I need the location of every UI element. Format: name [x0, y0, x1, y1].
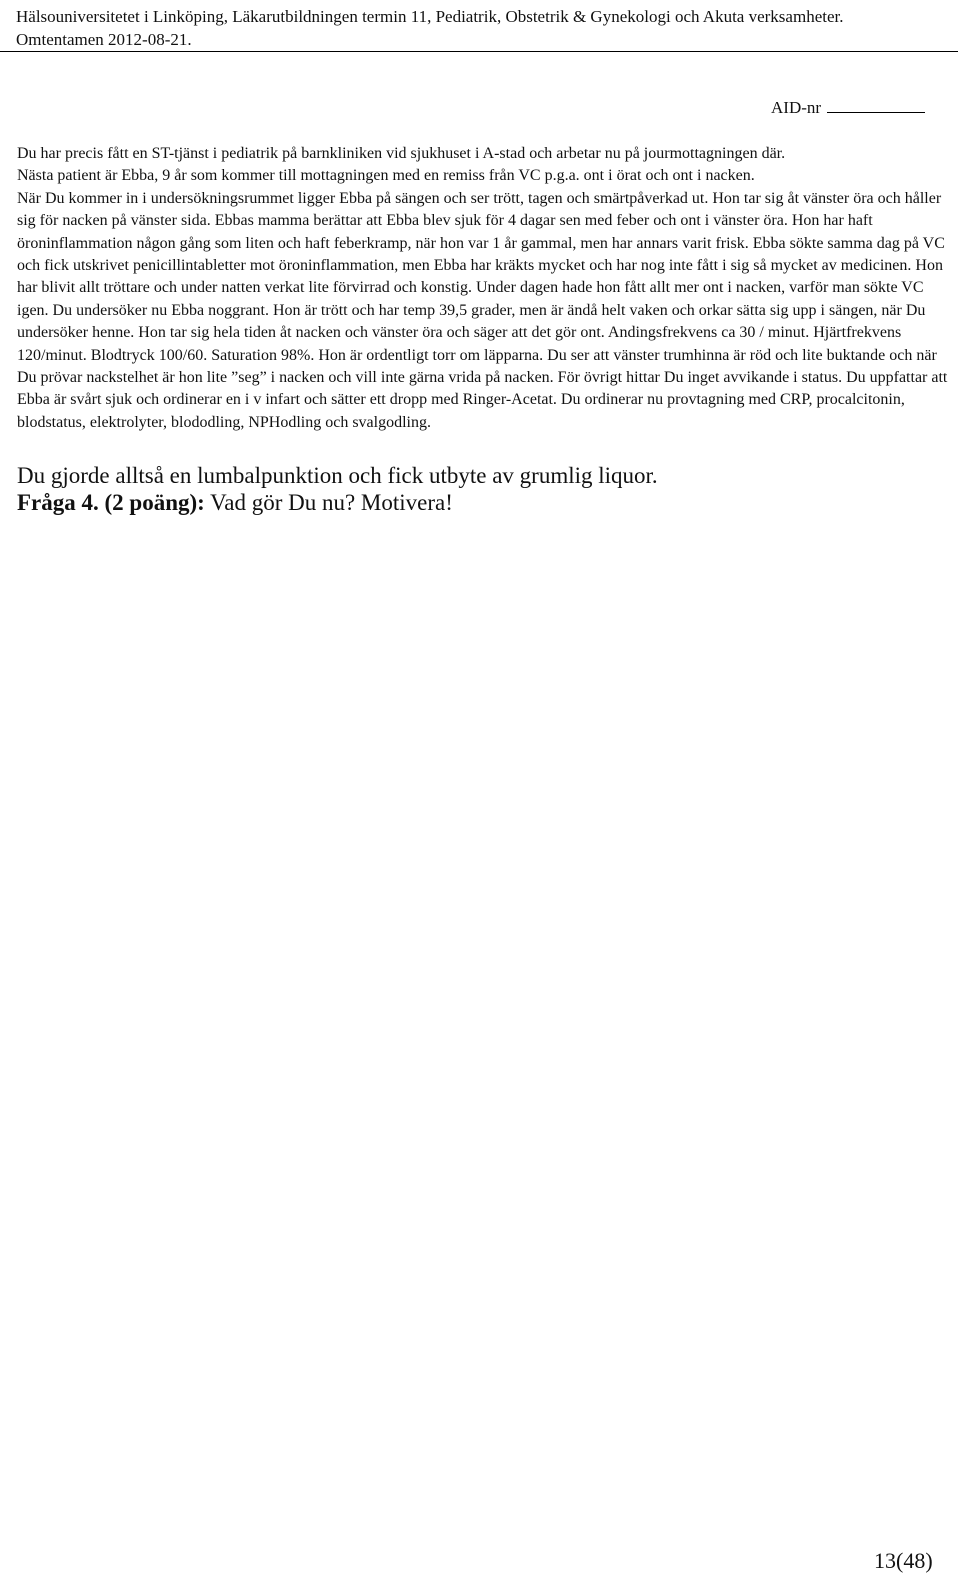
case-description [17, 143, 953, 434]
header-exam-date-line: Omtentamen 2012-08-21. [16, 30, 192, 49]
question-4 [17, 489, 453, 517]
aid-label: AID-nr [771, 98, 822, 117]
question-label: Fråga 4. (2 poäng): [17, 490, 205, 515]
case-paragraph-intro: Du har precis fått en ST-tjänst i pediatrik på barnkliniken vid sjukhuset i A-stad och arbetar nu på jourmottagningen där. [17, 145, 786, 162]
aid-blank-line [827, 95, 925, 113]
aid-number-field [771, 95, 925, 119]
case-paragraph-patient: Nästa patient är Ebba, 9 år som kommer till mottagningen med en remiss från VC p.g.a. ont i örat och ont i nacken. [17, 167, 755, 185]
page-header [0, 0, 958, 52]
page-number: 13(48) [874, 1548, 933, 1573]
case-paragraph-examination: När Du kommer in i undersökningsrummet ligger Ebba på sängen och ser trött, tagen och smärtpåverkad ut. Hon tar sig åt vänster öra och håller sig för nacken på vänster sida. Ebbas mamma berättar att Ebba blev sjuk för 4 dagar sen med feber och ont i vänster öra. Hon har haft öroninflammation någon gång som liten och haft feberkramp, när hon var 1 år gammal, men har annars varit frisk. Ebba sökte samma dag på VC och fick utskrivet penicillintabletter mot öroninflammation, men Ebba har kräkts mycket och har nog inte fått i sig så mycket av medicinen. Hon har blivit allt tröttare och under natten verkat lite förvirrad och konstig. Under dagen hade hon fått allt mer ont i nacken, varför man sökte VC igen. Du undersöker nu Ebba noggrant. Hon är trött och har temp 39,5 grader, men är ändå helt vaken och orkar sätta sig upp i sängen, när Du undersöker henne. Hon tar sig hela tiden åt nacken och vänster öra och säger att det gör ont. Andingsfrekvens ca 30 / minut. Hjärtfrekvens 120/minut. Blodtryck 100/60. Saturation 98%. Hon är ordentligt torr om läpparna. Du ser att vänster trumhinna är röd och lite buktande och när Du prövar nackstelhet är hon lite ”seg” i nacken och vill inte gärna vrida på nacken. För övrigt hittar Du inget avvikande i status. Du uppfattar att Ebba är svårt sjuk och ordinerar en i v infart och sätter ett dropp med Ringer-Acetat. Du ordinerar nu provtagning med CRP, procalcitonin, blodstatus, elektrolyter, blododling, NPHodling och svalgodling. [17, 189, 948, 431]
question-text: Vad gör Du nu? Motivera! [210, 490, 453, 515]
header-course-line: Hälsouniversitetet i Linköping, Läkarutbildningen termin 11, Pediatrik, Obstetrik & Gynekologi och Akuta verksamheter. [16, 7, 844, 26]
lumbar-puncture-statement: Du gjorde alltså en lumbalpunktion och fick utbyte av grumlig liquor. [17, 463, 658, 488]
